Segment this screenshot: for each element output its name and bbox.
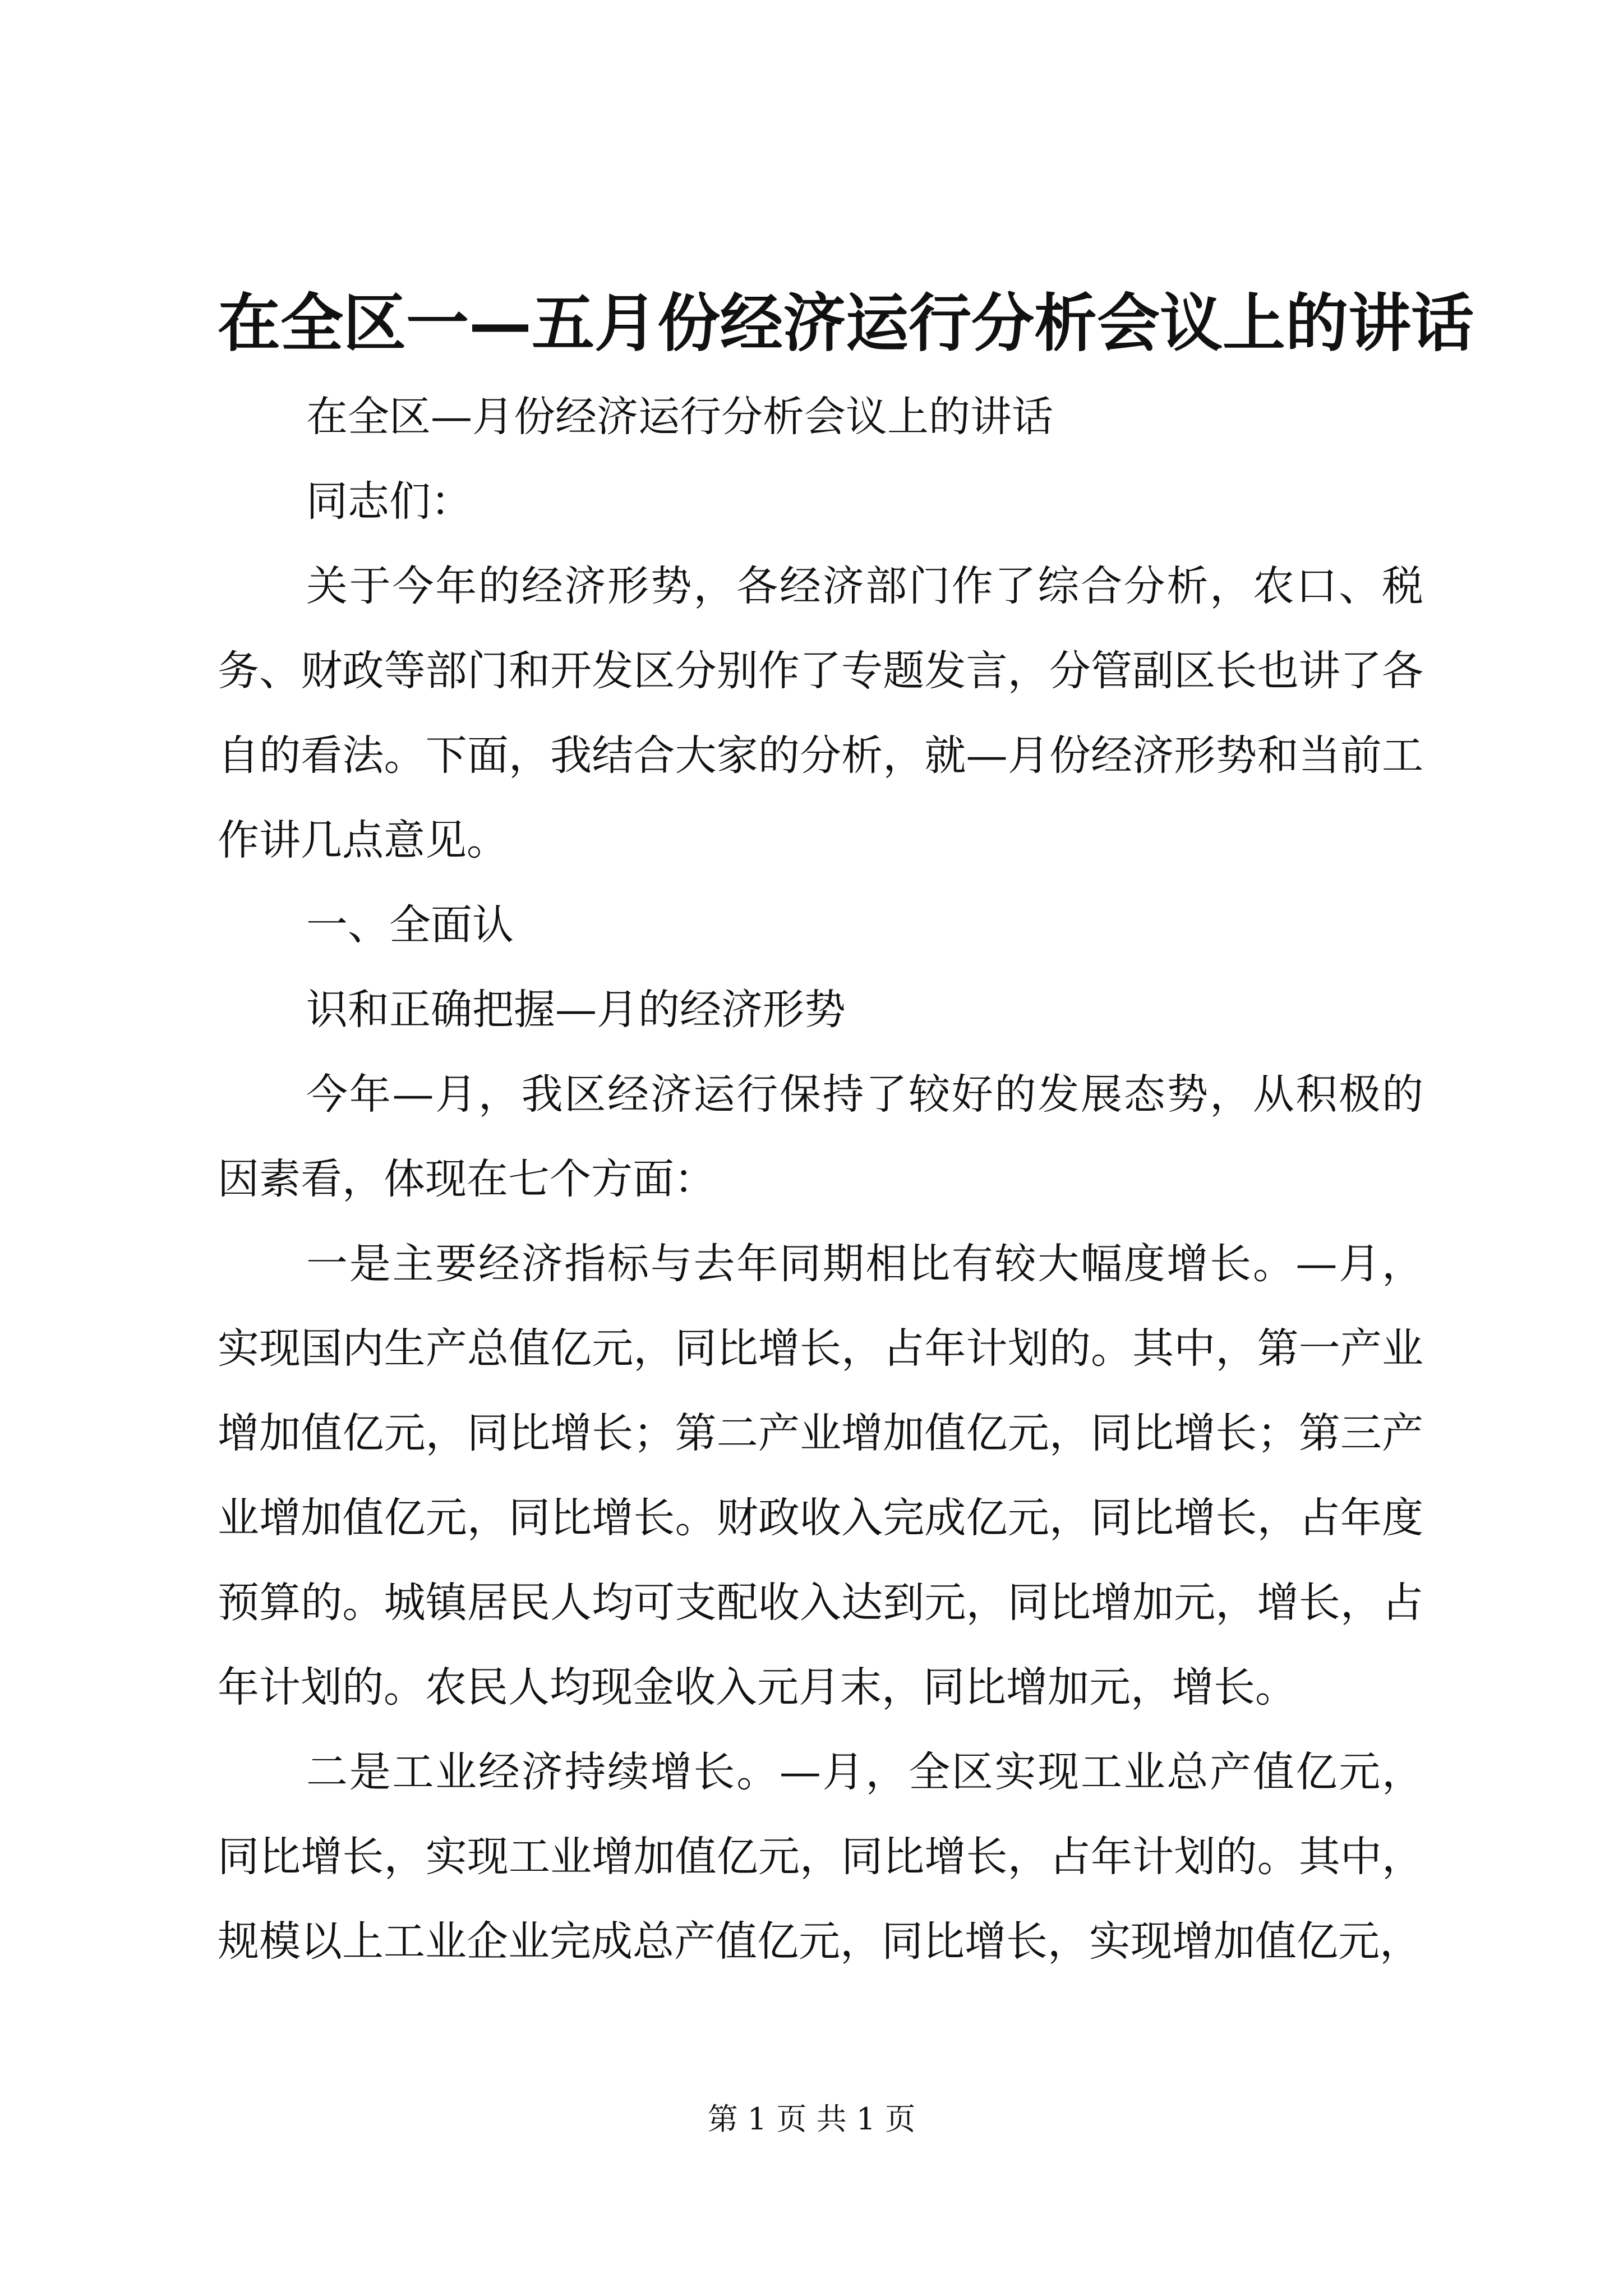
point-two-paragraph: 二是工业经济持续增长。—月，全区实现工业总产值亿元，同比增长，实现工业增加值亿元，同比增长，占年计划的。其中，规模以上工业企业完成总产值亿元，同比增长，实现增加值亿元， — [218, 1748, 1423, 1966]
subtitle-paragraph: 在全区—月份经济运行分析会议上的讲话 — [306, 393, 1053, 441]
point-one-paragraph: 一是主要经济指标与去年同期相比有较大幅度增长。—月，实现国内生产总值亿元，同比增长，占年计划的。其中，第一产业增加值亿元，同比增长；第二产业增加值亿元，同比增长；第三产业增加值亿元，同比增长。财政收入完成亿元，同比增长，占年度预算的。城镇居民人均可支配收入达到元，同比增加元，增长，占年计划的。农民人均现金收入元月末，同比增加元，增长。 — [218, 1240, 1423, 1711]
intro-paragraph: 关于今年的经济形势，各经济部门作了综合分析，农口、税务、财政等部门和开发区分别作了专题发言，分管副区长也讲了各自的看法。下面，我结合大家的分析，就—月份经济形势和当前工作讲几点意见。 — [218, 562, 1423, 864]
overview-paragraph: 今年—月，我区经济运行保持了较好的发展态势，从积极的因素看，体现在七个方面： — [218, 1070, 1423, 1203]
page-footer: 第 1 页 共 1 页 — [707, 2101, 916, 2137]
salutation-paragraph: 同志们： — [306, 477, 472, 526]
section-heading-part-2: 识和正确把握—月的经济形势 — [306, 986, 846, 1034]
document-body — [218, 375, 1423, 1984]
section-heading-part-1: 一、全面认 — [306, 901, 514, 949]
document-title: 在全区一—五月份经济运行分析会议上的讲话 — [218, 287, 1474, 360]
